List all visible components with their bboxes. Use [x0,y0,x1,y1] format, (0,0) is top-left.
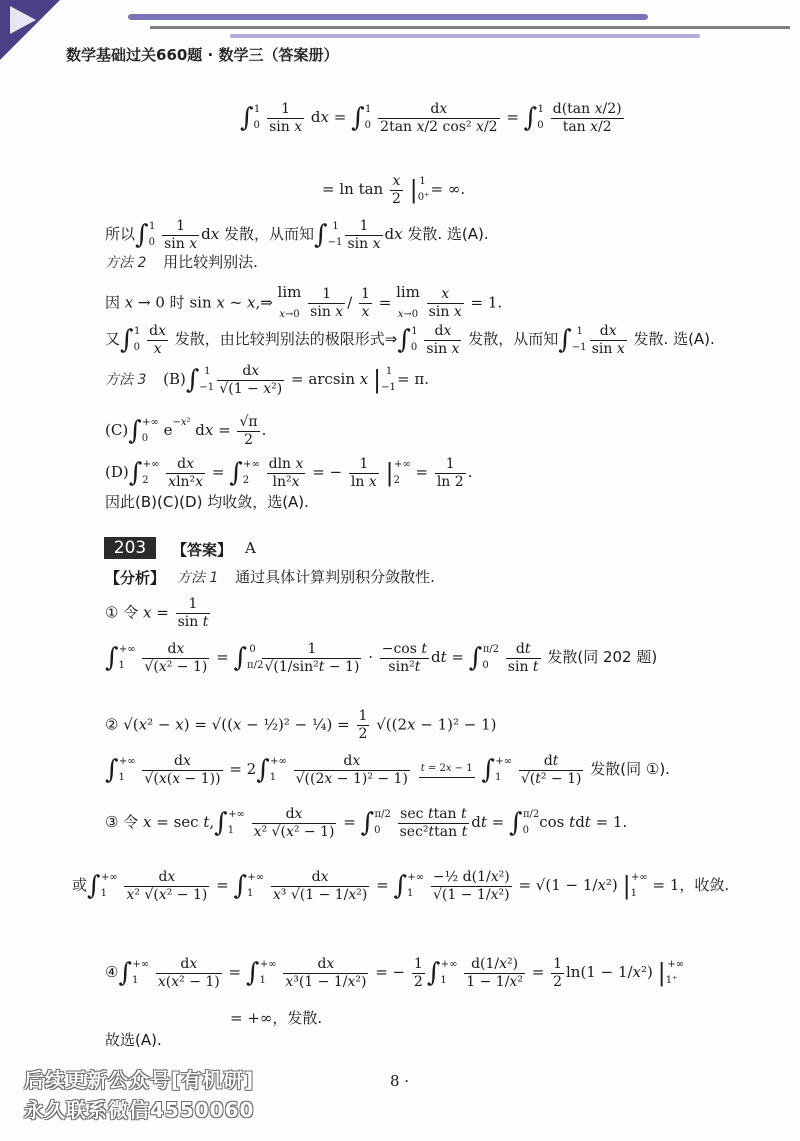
equation-line-7: 方法 3 $(B)\int_{-1}^1$ $\frac{dx}{\text{√(1 − x²)}}$ = arcsin x $|_{-1}^1 = \pi$. [105,362,429,397]
book-title: 数学基础过关660题 · 数学三（答案册） [66,46,339,64]
method-2-description: 用比较判别法. [163,253,258,271]
method-1-description: 通过具体计算判别积分敛散性. [235,568,435,586]
text-line-4 [105,252,258,273]
answer-value: A [245,539,256,557]
page-number: 8 · [390,1072,410,1090]
text-line-6: 又$\int_0^1$ $\frac{dx}{x}$ 发散，由比较判别法的极限形式$\Rightarrow\int_0^1$ $\frac{dx}{\text{sin x}}$ 发散，从而知$\int_{-1}^1$ $\frac{dx}{\text{sin x}}$ 发散. 选(A). [105,322,715,357]
header-bar [128,14,648,20]
watermark-line-2: 永久联系微信4550060 [24,1098,255,1122]
equation-line-18: $④\int_1^{+\infty}$ $\frac{dx}{\text{x(x² − 1)}}$ = $\int_1^{+\infty}$ $\frac{dx}{\text{x³(1 − 1/x²)}}$ = − $\frac{1}{2}$ $\int_1^{+\infty}$ $\frac{\text{d(1/x²)}}{\text{1 − 1/x²}}$ = $\frac{1}{2}$ ln(1 − 1/x²) $|_{1^+}^{+\infty}$ [105,955,685,990]
conclusion-text: 因此(B)(C)(D) 均收敛，选(A). [105,493,309,511]
watermark-line-1: 后续更新公众号[有机研] [24,1068,255,1092]
equation-line-16: ③ 令 $x = \sec t,\int_1^{+\infty}$ $\frac{dx}{\text{x² √(x² − 1)}}$ = $\int_0^{\pi/2}$ $\frac{\text{sec ttan t}}{\text{sec²ttan t}}$ dt = $\int_0^{\pi/2}\cos$ tdt = 1. [105,805,628,840]
equation-line-19 [230,1008,322,1028]
question-number: 203 [104,537,156,559]
final-answer: 故选(A). [105,1031,162,1049]
equation-line-1: $\int_0^1$ $\frac{1}{\text{sin x}}$ dx = $\int_0^1$ $\frac{dx}{\text{2tan x/2 cos² x/2}}$ = $\int_0^1$ $\frac{\text{d(tan x/2)}}{\text{tan x/2}}$ [240,100,622,135]
equation-line-2: = ln tan $\frac{x}{2}$ $|_{0^+}^1$ = ∞. [322,172,466,207]
equation-line-8: $(C)\int_0^{+\infty}$ $e^{-x^2}$ dx = $\frac{√\pi}{2}$ . [105,413,267,448]
equation-line-9: $(D)\int_2^{+\infty}$ $\frac{dx}{\text{xln²x}}$ = $\int_2^{+\infty}$ $\frac{\text{dln x}}{\text{ln²x}}$ = − $\frac{1}{\text{ln x}}$ $|_2^{+\infty}$ = $\frac{1}{\ln 2}$ . [105,455,473,490]
header-rule [150,26,790,29]
page-header [0,0,800,75]
method-label: 方法 2 [105,255,147,271]
answer-label: 【答案】 [172,541,233,559]
text-line-10 [105,492,309,512]
divergence-result: = +∞，发散. [230,1009,323,1027]
text-line-11 [177,567,435,588]
header-bar-light [230,34,700,38]
equation-line-17: 或$\int_1^{+\infty}$ $\frac{dx}{\text{x² √(x² − 1)}}$ = $\int_1^{+\infty}$ $\frac{dx}{\text{x³ √(1 − 1/x²)}}$ = $\int_1^{+\infty}$ $\frac{\text{−½ d(1/x²)}}{\text{√(1 − 1/x²)}}$ = √(1 − 1/x²) $|_1^{+\infty} = 1$，收敛. [72,868,730,903]
equation-line-15: $\int_1^{+\infty}$ $\frac{dx}{√(x(x - 1))}$ = $2\int_1^{+\infty}$ $\frac{dx}{\text{√((2x − 1)² − 1)}}$ t = 2x − 1 $\int_1^{+\infty}$ $\frac{dt}{\text{√(t² − 1)}}$ 发散(同 ①). [105,752,670,787]
equation-line-5: 因 x → 0 时 sin x ~ x,⇒ lim x→0 $\frac{1}{\text{sin x}}$ / $\frac{1}{x}$ = lim x→0 $\frac{x}{\text{sin x}}$ = 1. [105,283,503,320]
analysis-label: 【分析】 [105,569,166,587]
equation-line-12: ① 令 x = $\frac{1}{\text{sin t}}$ [105,596,209,630]
method-label: 方法 3 [105,372,147,388]
text-line-20 [105,1030,162,1050]
equation-line-14: ② √(x² − x) = √((x − ½)² − ¼) = $\frac{1}{2}$ √((2x − 1)² − 1) [105,708,497,742]
play-icon [10,6,36,34]
text-line-3: 所以$\int_0^1$ $\frac{1}{\text{sin x}}$ dx 发散，从而知$\int_{-1}^1$ $\frac{1}{\text{sin x}}$ dx 发散. 选(A). [105,217,489,252]
equation-line-13: $\int_1^{+\infty}$ $\frac{dx}{\text{√(x² − 1)}}$ = $\int_{\pi/2}^0$ $\frac{1}{\text{√(1/sin²t − 1)}}$ · $\frac{\text{−cos t}}{\text{sin²t}}$ dt = $\int_0^{\pi/2}$ $\frac{dt}{\text{sin t}}$ 发散(同 202 题) [105,640,658,675]
method-label: 方法 1 [177,570,219,586]
